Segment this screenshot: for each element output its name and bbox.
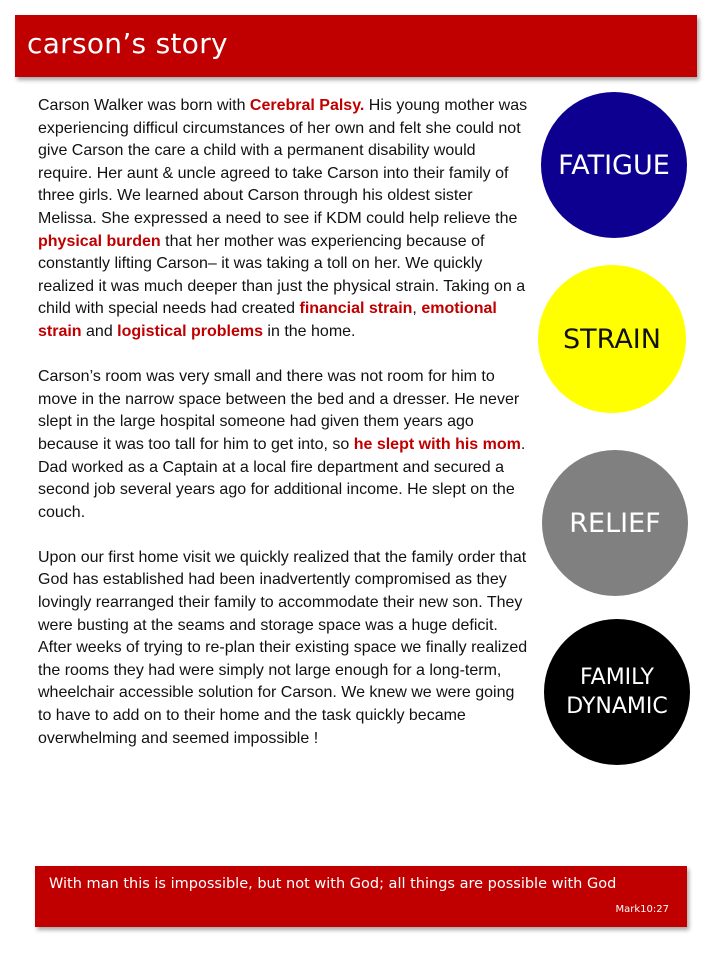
relief-circle: [542, 450, 688, 596]
story-paragraph-2: [38, 366, 528, 524]
highlight-financial-strain: financial strain: [299, 300, 413, 318]
family-dynamic-line-2: DYNAMIC: [566, 694, 668, 719]
fatigue-label: FATIGUE: [558, 149, 670, 181]
text-segment: in the home.: [262, 322, 356, 340]
highlight-cerebral-palsy: Cerebral Palsy.: [249, 97, 365, 114]
title-banner: [15, 15, 697, 77]
text-segment: . Dad worked as a Captain at a local fire department and secured a second job several years ago for additional income. He slept on the couch.: [38, 435, 526, 521]
family-dynamic-line-1: FAMILY: [580, 665, 654, 690]
story-paragraph-1: [38, 95, 528, 344]
text-segment: Carson’s room was very small and there was not room for him to move in the narrow space between the bed and a dresser. He never slept in the large hospital someone had given them years ago because it was too tall for him to get into, so: [38, 368, 520, 453]
story-text: [38, 95, 528, 773]
strain-label: STRAIN: [563, 323, 661, 355]
text-segment: and: [81, 322, 118, 340]
text-segment: that her mother was experiencing because of constantly lifting Carson– it was taking a toll on her. We quickly realized it was much deeper than just the physical strain. Taking on a child with special needs had created: [38, 232, 526, 318]
scripture-reference: Mark10:27: [615, 904, 669, 915]
highlight-logistical-problems: logistical problems: [117, 322, 263, 340]
text-segment: ,: [412, 300, 422, 318]
page-title: carson’s story: [27, 27, 228, 60]
highlight-emotional-strain: emotional strain: [38, 300, 497, 340]
text-segment: Carson Walker was born with: [38, 97, 250, 114]
family-dynamic-circle: [544, 619, 690, 765]
highlight-slept-with-mom: he slept with his mom: [353, 435, 521, 453]
strain-circle: [538, 265, 686, 413]
text-segment: His young mother was experiencing difficul circumstances of her own and felt she could not give Carson the care a child with a permanent disability would require. Her aunt & uncle agreed to take Carson into their family of three girls. We learned about Carson through his oldest sister Melissa. She expressed a need to see if KDM could help relieve the: [38, 97, 528, 227]
highlight-physical-burden: physical burden: [38, 232, 161, 250]
story-paragraph-3: Upon our first home visit we quickly realized that the family order that God has established had been inadvertently compromised as they lovingly rearranged their family to accommodate their new son. They were busting at the seams and storage space was a huge deficit. After weeks of trying to re-plan their existing space we finally realized the rooms they had were simply not large enough for a long-term, wheelchair accessible solution for Carson. We knew we were going to have to add on to their home and the task quickly became overwhelming and seemed impossible !: [38, 548, 528, 747]
scripture-banner: [35, 866, 687, 927]
relief-label: RELIEF: [569, 507, 661, 539]
fatigue-circle: [541, 92, 687, 238]
scripture-quote: With man this is impossible, but not with God; all things are possible with God: [49, 876, 617, 892]
family-dynamic-label: [566, 663, 668, 721]
